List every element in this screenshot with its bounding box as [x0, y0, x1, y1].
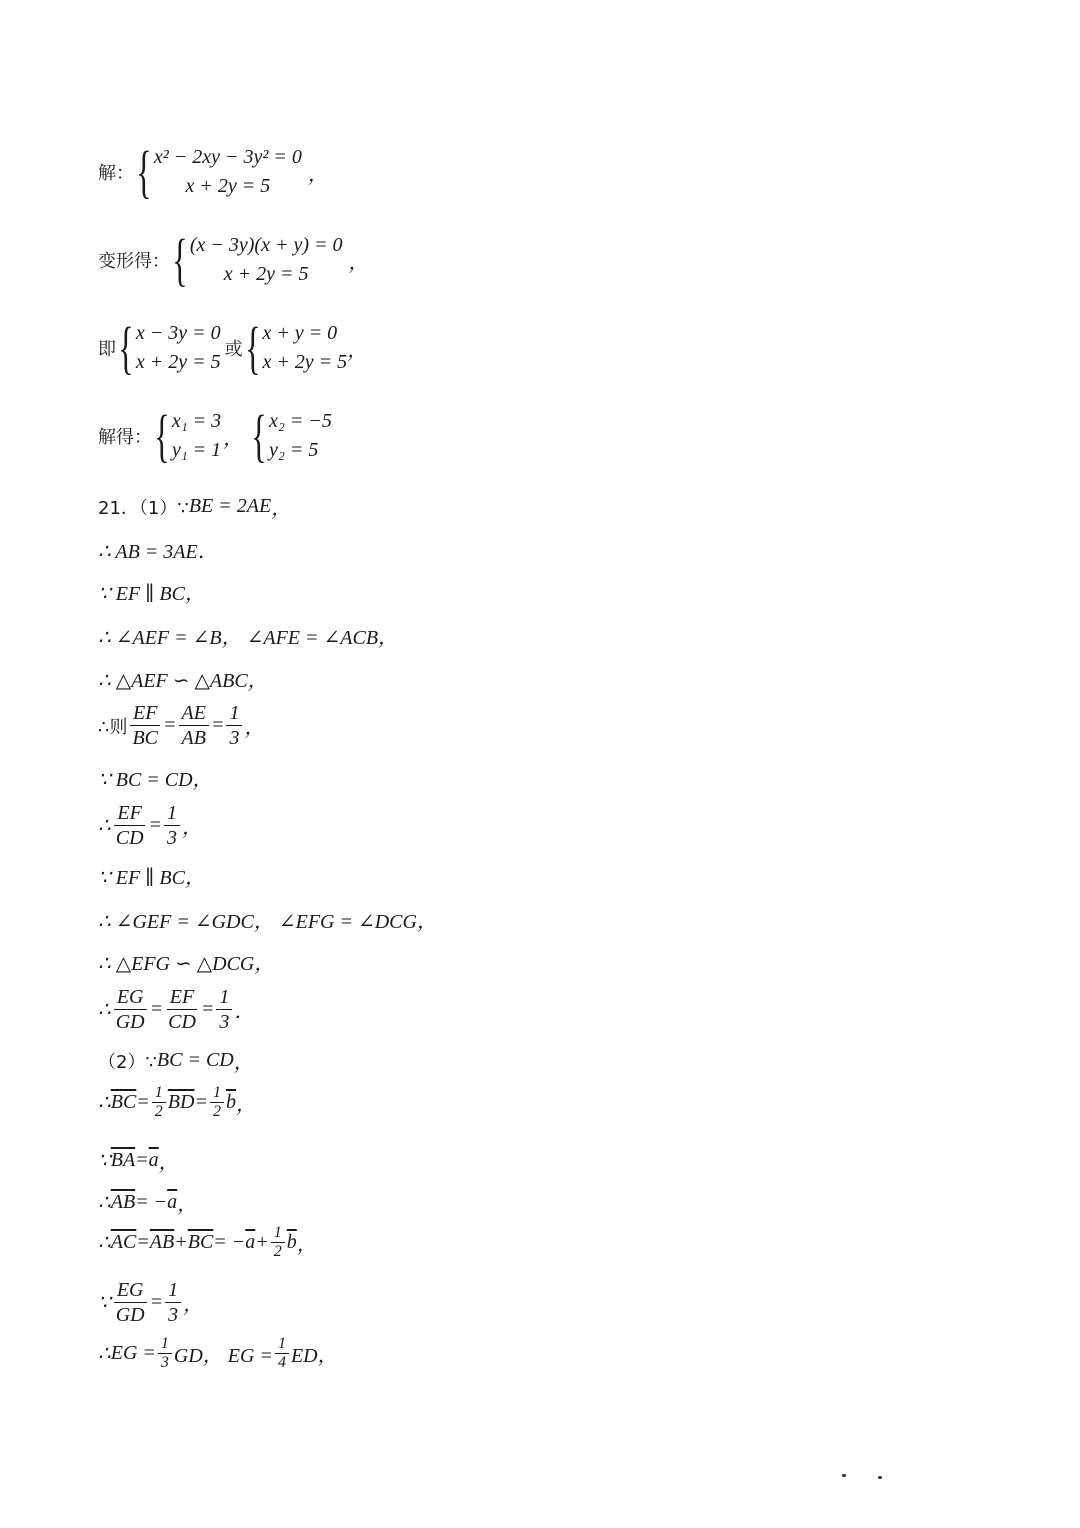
- fraction: [226, 701, 242, 750]
- numerator: 1: [216, 985, 232, 1010]
- operator: = −: [213, 1231, 246, 1253]
- equation: x₂ = −5: [269, 410, 332, 432]
- vector: $\overline{BC}$: [110, 1091, 137, 1113]
- because-symbol: ∵: [98, 1292, 111, 1314]
- q21-part2-line-4: [98, 1188, 197, 1217]
- vector: $\overline{AC}$: [110, 1231, 137, 1253]
- fraction: [113, 1278, 148, 1327]
- punctuation: ，: [348, 251, 369, 274]
- vector: $\overline{BC}$: [187, 1231, 214, 1253]
- numerator: 1: [152, 1084, 166, 1103]
- punctuation: ，: [271, 498, 292, 520]
- denominator: CD: [115, 827, 144, 849]
- operator: +: [174, 1231, 188, 1253]
- q21-line-3: ∵ EF ∥ BC，: [98, 583, 205, 605]
- equation-part: ED，: [290, 1345, 338, 1367]
- punctuation: ，: [296, 1234, 317, 1256]
- q21-part2-line-6: ∵ $\frac{EG}{GD}$ = $\frac{1}{3}$ ，: [98, 1279, 204, 1326]
- equation: y₁ = 1: [171, 439, 222, 461]
- vector: $\overline{a}$: [167, 1191, 178, 1213]
- equation: y₂ = 5: [269, 439, 319, 461]
- left-brace-icon: {: [154, 403, 170, 468]
- left-brace-icon: {: [136, 139, 152, 204]
- therefore-symbol: ∴: [98, 1192, 111, 1214]
- fraction: [165, 1278, 181, 1327]
- equation-part: EG =: [110, 1342, 156, 1364]
- numerator: EF: [167, 985, 197, 1010]
- operator: =: [194, 1091, 208, 1113]
- denominator: 2: [212, 1103, 221, 1120]
- scan-speck: [878, 1476, 882, 1479]
- operator: =: [136, 1091, 150, 1113]
- denominator: 4: [277, 1354, 286, 1371]
- q21-line-11: ∴ △EFG ∽ △DCG，: [98, 953, 275, 975]
- q21-line-8: ∴ $\frac{EF}{CD}$ = $\frac{1}{3}$ ，: [98, 802, 203, 849]
- left-brace-icon: {: [118, 315, 134, 380]
- operator: +: [255, 1231, 269, 1253]
- solution-line-2: [98, 227, 369, 292]
- fraction: [179, 701, 209, 750]
- q21-line-1: [98, 492, 291, 521]
- numerator: EF: [130, 701, 160, 726]
- label-bianxingde: 变形得：: [98, 251, 170, 272]
- fraction: [158, 1335, 172, 1372]
- q21-line-6: ∴则 $\frac{EF}{BC}$ = $\frac{AE}{AB}$ = $\frac{1}{3}$ ，: [98, 702, 265, 749]
- operator: =: [136, 1231, 150, 1253]
- equation: x² − 2xy − 3y² = 0: [153, 146, 302, 168]
- denominator: GD: [115, 1011, 145, 1033]
- punctuation: ，: [244, 717, 265, 739]
- numerator: 1: [164, 801, 180, 826]
- solution-line-4: [98, 403, 332, 468]
- because-symbol: ∵: [98, 1150, 111, 1172]
- numerator: 1: [210, 1084, 224, 1103]
- question-number: 21．（1）∵: [98, 497, 189, 519]
- scan-speck: [842, 1474, 846, 1477]
- therefore-symbol: ∴: [98, 815, 111, 837]
- vector: $\overline{BD}$: [167, 1091, 195, 1113]
- fraction: [113, 985, 148, 1034]
- numerator: 1: [158, 1335, 172, 1354]
- punctuation: ，: [307, 163, 328, 186]
- numerator: 1: [271, 1224, 285, 1243]
- punctuation: ．: [234, 1001, 255, 1023]
- numerator: 1: [275, 1335, 289, 1354]
- equation-system: [170, 227, 343, 292]
- numerator: EG: [114, 985, 147, 1010]
- label-jie: 解：: [98, 163, 134, 184]
- vector: $\overline{b}$: [286, 1231, 297, 1253]
- equation-system: [152, 403, 222, 468]
- q21-part2-line-5: [98, 1224, 317, 1261]
- operator: =: [135, 1149, 149, 1171]
- vector: $\overline{AB}$: [110, 1191, 136, 1213]
- part-label: （2）∵: [98, 1051, 157, 1073]
- fraction: [210, 1084, 224, 1121]
- q21-part2-line-1: [98, 1046, 254, 1075]
- equation-system: [243, 315, 348, 380]
- punctuation: ，: [182, 817, 203, 839]
- denominator: 3: [160, 1354, 169, 1371]
- fraction: [216, 985, 232, 1034]
- vector: $\overline{b}$: [225, 1091, 236, 1113]
- numerator: EF: [114, 801, 144, 826]
- therefore-symbol: ∴: [98, 1092, 111, 1114]
- denominator: CD: [168, 1011, 196, 1033]
- q21-line-4: ∴ ∠AEF = ∠B， ∠AFE = ∠ACB，: [98, 627, 399, 649]
- denominator: 2: [273, 1243, 282, 1260]
- q21-part2-line-2: [98, 1084, 256, 1121]
- denominator: 3: [167, 827, 178, 849]
- equation: BE = 2AE: [188, 495, 272, 517]
- label-jiede: 解得：: [98, 427, 152, 448]
- solution-line-1: [98, 139, 328, 204]
- punctuation: ，: [233, 1052, 254, 1074]
- punctuation: ，: [183, 1294, 204, 1316]
- equation: BC = CD: [156, 1049, 234, 1071]
- left-brace-icon: {: [251, 403, 267, 468]
- equation-system: [134, 139, 302, 204]
- denominator: GD: [115, 1304, 145, 1326]
- denominator: 2: [154, 1103, 163, 1120]
- q21-line-5: ∴ △AEF ∽ △ABC，: [98, 670, 268, 692]
- punctuation: ，: [177, 1194, 198, 1216]
- equation: x + 2y = 5: [223, 263, 309, 285]
- vector: $\overline{a}$: [245, 1231, 256, 1253]
- left-brace-icon: {: [244, 315, 261, 380]
- fraction: [113, 801, 147, 850]
- vector: $\overline{a}$: [148, 1149, 159, 1171]
- vector: $\overline{AB}$: [149, 1231, 175, 1253]
- numerator: EG: [114, 1278, 147, 1303]
- therefore-symbol: ∴: [98, 999, 111, 1021]
- equation: x + 2y = 5: [262, 351, 348, 373]
- operator: = −: [135, 1191, 168, 1213]
- equation: (x − 3y)(x + y) = 0: [189, 234, 343, 256]
- fraction: [129, 701, 161, 750]
- q21-line-7: ∵ BC = CD，: [98, 769, 213, 791]
- label-huo: 或: [224, 339, 243, 360]
- denominator: 3: [229, 727, 240, 749]
- punctuation: ，: [347, 339, 368, 362]
- fraction: [275, 1335, 289, 1372]
- fraction: [165, 985, 199, 1034]
- solution-line-3: [98, 315, 368, 380]
- q21-line-2: ∴ AB = 3AE．: [98, 541, 218, 563]
- q21-line-12: ∴ $\frac{EG}{GD}$ = $\frac{EF}{CD}$ = $\frac{1}{3}$ ．: [98, 986, 255, 1033]
- equation-part: GD， EG =: [173, 1345, 273, 1367]
- equation: x + y = 0: [262, 322, 338, 344]
- q21-line-10: ∴ ∠GEF = ∠GDC， ∠EFG = ∠DCG，: [98, 911, 437, 933]
- therefore-symbol: ∴: [98, 1343, 111, 1365]
- equation: x₁ = 3: [171, 410, 222, 432]
- left-brace-icon: {: [172, 227, 188, 292]
- punctuation: ，: [158, 1152, 179, 1174]
- equation-system: [249, 403, 332, 468]
- fraction: [152, 1084, 166, 1121]
- q21-line-9: ∵ EF ∥ BC，: [98, 867, 205, 889]
- equation: x + 2y = 5: [185, 175, 271, 197]
- fraction: [271, 1224, 285, 1261]
- denominator: AB: [181, 727, 206, 749]
- label-ji: 即: [98, 339, 116, 360]
- denominator: 3: [168, 1304, 179, 1326]
- equation: x + 2y = 5: [135, 351, 221, 373]
- punctuation: ，: [223, 427, 244, 450]
- numerator: AE: [179, 701, 209, 726]
- equation-system: [116, 315, 221, 380]
- vector: $\overline{BA}$: [110, 1149, 136, 1171]
- denominator: BC: [132, 727, 159, 749]
- fraction: [164, 801, 180, 850]
- equation: x − 3y = 0: [135, 322, 221, 344]
- numerator: 1: [226, 701, 242, 726]
- q21-part2-line-3: [98, 1146, 179, 1175]
- numerator: 1: [165, 1278, 181, 1303]
- punctuation: ，: [235, 1094, 256, 1116]
- therefore-symbol: ∴: [98, 1232, 111, 1254]
- text-prefix: ∴则: [98, 716, 128, 738]
- denominator: 3: [219, 1011, 230, 1033]
- q21-part2-line-7: [98, 1335, 338, 1372]
